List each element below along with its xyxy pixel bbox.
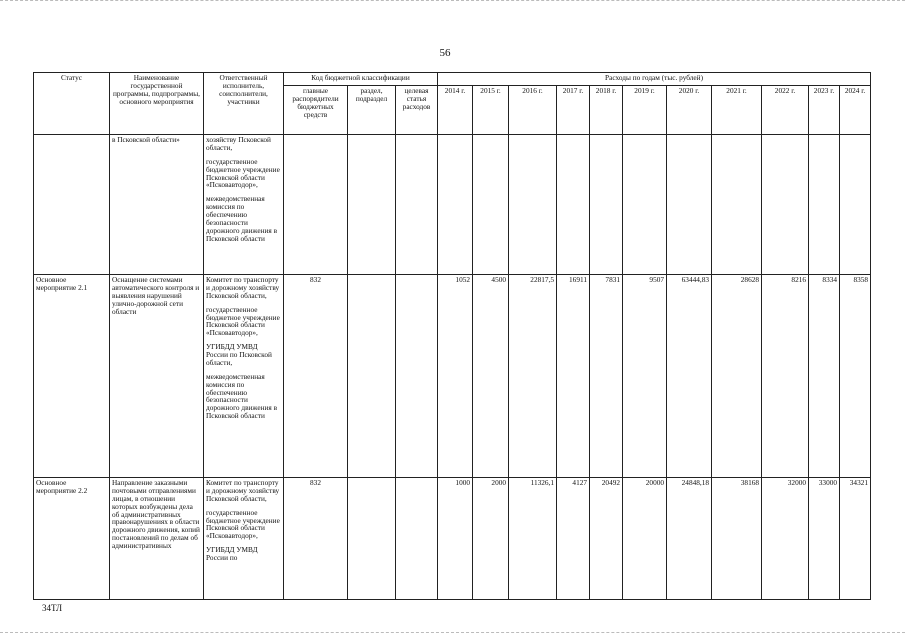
cell-responsible	[204, 135, 284, 275]
cell-value	[509, 135, 557, 275]
cell-status: Основное мероприятие 2.1	[34, 275, 110, 478]
cell-value: 38168	[712, 478, 762, 600]
cell-value: 1000	[438, 478, 473, 600]
cell-value: 11326,1	[509, 478, 557, 600]
cell-section	[348, 275, 396, 478]
cell-program-name: Направление заказными почтовыми отправлениями лицам, в отношении которых возбуждены дела об административных правонарушениях в области дорожного движения, копий постановлений по делам об административных	[110, 478, 204, 600]
col-program-name-header: Наименование государственной программы, подпрограммы, основного мероприятия	[110, 73, 204, 135]
responsible-line: государственное бюджетное учреждение Псковской области «Псковавтодор»,	[206, 156, 280, 190]
col-year-header: 2021 г.	[712, 86, 762, 135]
cell-value: 34321	[840, 478, 871, 600]
cell-section	[348, 478, 396, 600]
col-status-header: Статус	[34, 73, 110, 135]
responsible-line: Комитет по транспорту и дорожному хозяйству Псковской области,	[206, 275, 280, 300]
cell-value: 63444,83	[667, 275, 712, 478]
cell-value	[809, 135, 840, 275]
cell-section	[348, 135, 396, 275]
budget-table	[33, 72, 871, 600]
col-responsible-header: Ответственный исполнитель, соисполнители, участники	[204, 73, 284, 135]
cell-target-item	[396, 135, 438, 275]
table-row	[34, 478, 871, 600]
cell-value: 33000	[809, 478, 840, 600]
cell-value: 16911	[557, 275, 590, 478]
cell-value	[762, 135, 809, 275]
cell-value: 32000	[762, 478, 809, 600]
col-target-item-header: целевая статья расходов	[396, 86, 438, 135]
cell-value: 4127	[557, 478, 590, 600]
cell-value	[473, 135, 509, 275]
col-year-header: 2014 г.	[438, 86, 473, 135]
cell-responsible	[204, 478, 284, 600]
cell-value	[712, 135, 762, 275]
responsible-line: межведомственная комиссия по обеспечению безопасности дорожного движения в Псковской области	[206, 194, 278, 243]
cell-value: 28628	[712, 275, 762, 478]
cell-status: Основное мероприятие 2.2	[34, 478, 110, 600]
cell-target-item	[396, 478, 438, 600]
cell-responsible	[204, 275, 284, 478]
cell-value: 9507	[623, 275, 667, 478]
responsible-line: Комитет по транспорту и дорожному хозяйству Псковской области,	[206, 478, 280, 503]
cell-value: 24848,18	[667, 478, 712, 600]
responsible-line: УГИБДД УМВД России по	[206, 545, 258, 562]
cell-value	[623, 135, 667, 275]
cell-value	[840, 135, 871, 275]
cell-main-manager	[284, 135, 348, 275]
cell-value: 20492	[590, 478, 623, 600]
header-row-1	[34, 73, 871, 86]
cell-value: 7831	[590, 275, 623, 478]
cell-value	[590, 135, 623, 275]
cell-program-name: в Псковской области»	[110, 135, 204, 275]
cell-status	[34, 135, 110, 275]
col-year-header: 2020 г.	[667, 86, 712, 135]
col-year-header: 2016 г.	[509, 86, 557, 135]
col-year-header: 2018 г.	[590, 86, 623, 135]
col-year-header: 2024 г.	[840, 86, 871, 135]
cell-value: 8358	[840, 275, 871, 478]
cell-value: 4500	[473, 275, 509, 478]
responsible-line: государственное бюджетное учреждение Псковской области «Псковавтодор»,	[206, 507, 280, 541]
responsible-line: государственное бюджетное учреждение Псковской области «Псковавтодор»,	[206, 304, 280, 338]
cell-value: 1052	[438, 275, 473, 478]
page-number: 56	[439, 47, 451, 59]
cell-value: 8334	[809, 275, 840, 478]
scan-edge-top	[0, 0, 905, 4]
cell-target-item	[396, 275, 438, 478]
expenses-group-header: Расходы по годам (тыс. рублей)	[438, 73, 871, 86]
responsible-line: межведомственная комиссия по обеспечению безопасности дорожного движения в Псковской области	[206, 371, 278, 421]
cell-value: 8216	[762, 275, 809, 478]
col-year-header: 2017 г.	[557, 86, 590, 135]
footer-code: 34ТЛ	[42, 603, 63, 613]
col-section-header: раздел, подраздел	[348, 86, 396, 135]
col-year-header: 2022 г.	[762, 86, 809, 135]
cell-program-name: Оснащение системами автоматического контроля и выявления нарушений улично-дорожной сети области	[110, 275, 204, 478]
col-year-header: 2015 г.	[473, 86, 509, 135]
col-main-managers-header: главные распорядители бюджетных средств	[284, 86, 348, 135]
table-row	[34, 275, 871, 478]
responsible-line: УГИБДД УМВД России по Псковской области,	[206, 342, 272, 367]
scan-edge-bottom	[0, 632, 905, 636]
col-year-header: 2019 г.	[623, 86, 667, 135]
cell-main-manager: 832	[284, 275, 348, 478]
cell-value	[557, 135, 590, 275]
cell-value: 2000	[473, 478, 509, 600]
cell-value	[667, 135, 712, 275]
cell-value	[438, 135, 473, 275]
budget-code-group-header: Код бюджетной классификации	[284, 73, 438, 86]
cell-value: 20000	[623, 478, 667, 600]
col-year-header: 2023 г.	[809, 86, 840, 135]
responsible-line: хозяйству Псковской области,	[206, 135, 271, 152]
cell-main-manager: 832	[284, 478, 348, 600]
cell-value: 22817,5	[509, 275, 557, 478]
table-row	[34, 135, 871, 275]
